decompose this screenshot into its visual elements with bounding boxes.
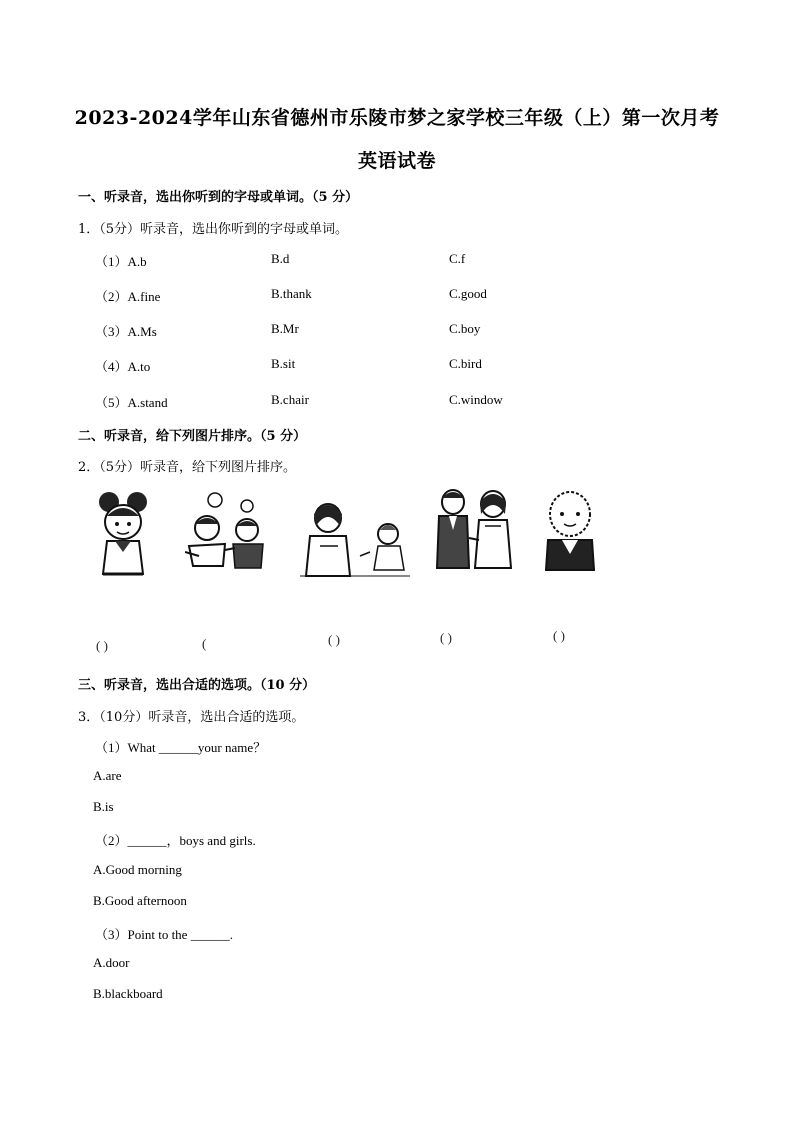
exam-title-line1: 2023-2024学年山东省德州市乐陵市梦之家学校三年级（上）第一次月考 <box>74 107 720 129</box>
q3-sub2: （2）______，boys and girls. <box>95 833 256 848</box>
picture-teacher-child <box>300 486 415 581</box>
section2-heading: 二、听录音，给下列图片排序。（5 分） <box>78 429 307 444</box>
q3-sub3-option-a: A.door <box>93 955 130 970</box>
picture-girl <box>95 486 155 581</box>
section3-heading: 三、听录音，选出合适的选项。（10 分） <box>78 678 316 693</box>
q3-sub2-option-b: B.Good afternoon <box>93 893 187 908</box>
picture-kids-greeting <box>185 486 275 581</box>
q1-item5-b: B.chair <box>271 392 309 407</box>
q1-item5-a: （5）A.stand <box>95 395 168 410</box>
picture-row <box>95 486 615 586</box>
q1-item4-a: （4）A.to <box>95 359 151 374</box>
exam-title-line2: 英语试卷 <box>357 150 436 172</box>
q1-item4-b: B.sit <box>271 356 296 371</box>
question-2: 2．（5分）听录音，给下列图片排序。 <box>78 460 297 475</box>
q1-item1-a: （1）A.b <box>95 254 147 269</box>
q1-item5-c: C.window <box>449 392 503 407</box>
picture-boy <box>540 486 600 581</box>
bracket-4: ( ) <box>440 630 452 645</box>
q1-item2-a: （2）A.fine <box>95 289 161 304</box>
q1-item3-a: （3）A.Ms <box>95 324 157 339</box>
question-1: 1．（5分）听录音，选出你听到的字母或单词。 <box>78 222 349 237</box>
q1-item3-c: C.boy <box>449 321 481 336</box>
q1-item2-c: C.good <box>449 286 487 301</box>
q1-item1-c: C.f <box>449 251 466 266</box>
q3-sub3: （3）Point to the ______. <box>95 927 233 942</box>
section1-heading: 一、听录音，选出你听到的字母或单词。（5 分） <box>78 190 359 205</box>
q1-item1-b: B.d <box>271 251 290 266</box>
bracket-5: ( ) <box>553 628 565 643</box>
q3-sub1: （1）What ______your name？ <box>95 740 267 755</box>
q3-sub2-option-a: A.Good morning <box>93 862 182 877</box>
q3-sub3-option-b: B.blackboard <box>93 986 163 1001</box>
q1-item4-c: C.bird <box>449 356 482 371</box>
q1-item2-b: B.thank <box>271 286 312 301</box>
bracket-2: ( <box>202 636 207 651</box>
q1-item3-b: B.Mr <box>271 321 299 336</box>
picture-two-adults <box>435 486 515 581</box>
bracket-3: ( ) <box>328 632 340 647</box>
bracket-1: ( ) <box>96 638 108 653</box>
q3-sub1-option-a: A.are <box>93 768 122 783</box>
q3-sub1-option-b: B.is <box>93 799 114 814</box>
question-3: 3．（10分）听录音，选出合适的选项。 <box>78 710 305 725</box>
